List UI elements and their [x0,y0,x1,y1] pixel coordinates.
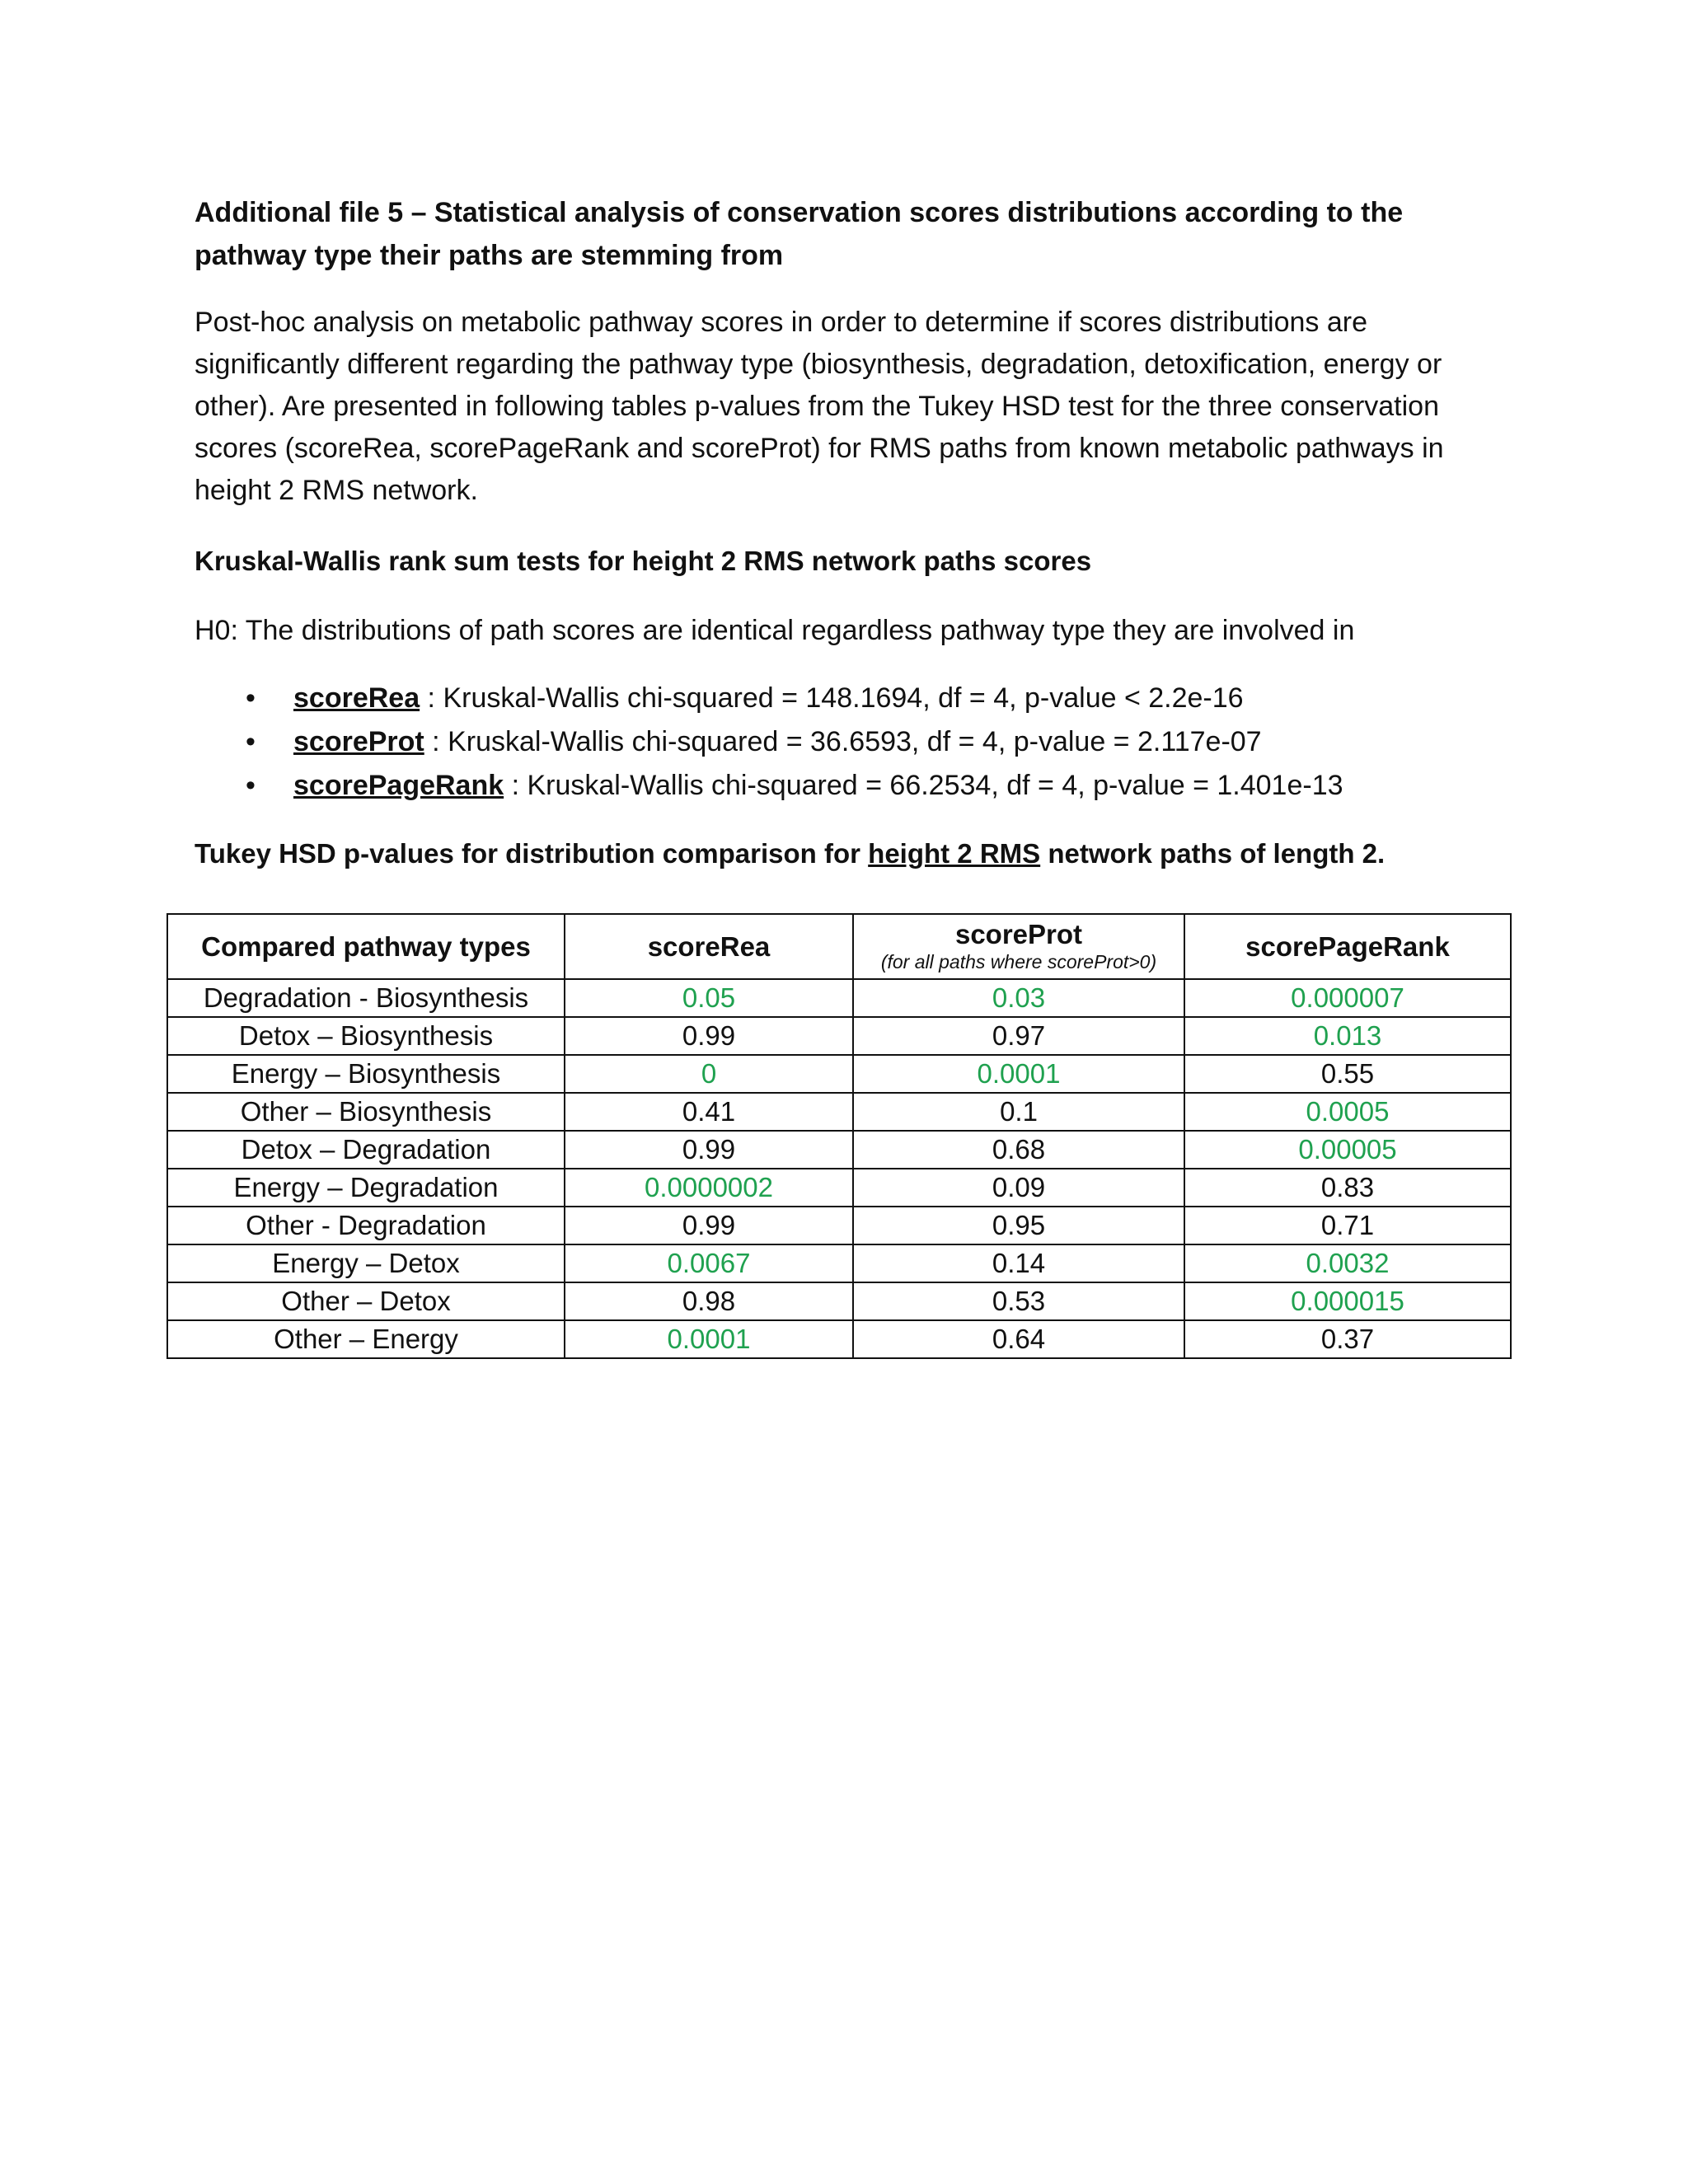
cell-score-rea: 0.0067 [565,1244,853,1282]
table-row [167,1017,1511,1055]
kruskal-test-list [195,677,1513,808]
cell-score-pagerank: 0.000015 [1184,1282,1511,1320]
intro-paragraph: Post-hoc analysis on metabolic pathway scores in order to determine if scores distributions are significantly different regarding the pathway type (biosynthesis, degradation, detoxification, energy or other). Are presented in following tables p-values from the Tukey HSD test for the three conservation scores (scoreRea, scorePageRank and scoreProt) for RMS paths from known metabolic pathways in height 2 RMS network. [195,307,1444,506]
table-row [167,1055,1511,1093]
cell-score-rea: 0.05 [565,979,853,1017]
cell-score-pagerank: 0.83 [1184,1169,1511,1207]
row-label: Other – Energy [167,1320,565,1358]
header-score-rea: scoreRea [565,914,853,979]
bullet-icon: • [246,770,256,801]
row-label: Detox – Degradation [167,1131,565,1169]
row-label: Detox – Biosynthesis [167,1017,565,1055]
cell-score-rea: 0 [565,1055,853,1093]
cell-score-prot: 0.95 [853,1207,1184,1244]
row-label: Degradation - Biosynthesis [167,979,565,1017]
row-label: Other – Biosynthesis [167,1093,565,1131]
cell-score-pagerank: 0.37 [1184,1320,1511,1358]
kruskal-test-item [195,720,1513,764]
test-score-name: scoreRea [293,682,420,714]
tukey-heading [195,832,1513,875]
cell-score-prot: 0.97 [853,1017,1184,1055]
table-row [167,1244,1511,1282]
cell-score-pagerank: 0.0032 [1184,1244,1511,1282]
test-result: : Kruskal-Wallis chi-squared = 148.1694, df = 4, p-value < 2.2e-16 [420,682,1244,714]
cell-score-rea: 0.41 [565,1093,853,1131]
row-label: Other - Degradation [167,1207,565,1244]
cell-score-pagerank: 0.0005 [1184,1093,1511,1131]
cell-score-rea: 0.99 [565,1017,853,1055]
cell-score-prot: 0.14 [853,1244,1184,1282]
cell-score-pagerank: 0.55 [1184,1055,1511,1093]
row-label: Other – Detox [167,1282,565,1320]
header-compared-types: Compared pathway types [167,914,565,979]
cell-score-prot: 0.68 [853,1131,1184,1169]
cell-score-prot: 0.64 [853,1320,1184,1358]
table-row [167,1320,1511,1358]
cell-score-rea: 0.0000002 [565,1169,853,1207]
cell-score-pagerank: 0.013 [1184,1017,1511,1055]
tukey-results-table [166,913,1512,1359]
row-label: Energy – Degradation [167,1169,565,1207]
cell-score-rea: 0.99 [565,1131,853,1169]
bullet-icon: • [246,682,256,714]
cell-score-rea: 0.98 [565,1282,853,1320]
header-score-prot [853,914,1184,979]
table-row [167,979,1511,1017]
cell-score-prot: 0.53 [853,1282,1184,1320]
test-score-name: scorePageRank [293,770,504,801]
table-row [167,1282,1511,1320]
table-row [167,1131,1511,1169]
test-result: : Kruskal-Wallis chi-squared = 36.6593, df = 4, p-value = 2.117e-07 [424,726,1262,757]
table-row [167,1093,1511,1131]
row-label: Energy – Detox [167,1244,565,1282]
tukey-heading-after: network paths of length 2. [1040,838,1386,869]
header-score-prot-note: (for all paths where scoreProt>0) [880,950,1157,972]
tukey-heading-underlined: height 2 RMS [868,838,1041,869]
tukey-heading-before: Tukey HSD p-values for distribution comparison for [195,838,869,869]
cell-score-pagerank: 0.71 [1184,1207,1511,1244]
header-score-prot-label: scoreProt [954,918,1083,949]
bullet-icon: • [246,726,256,757]
cell-score-prot: 0.03 [853,979,1184,1017]
cell-score-prot: 0.1 [853,1093,1184,1131]
cell-score-pagerank: 0.00005 [1184,1131,1511,1169]
cell-score-prot: 0.0001 [853,1055,1184,1093]
table-row [167,1207,1511,1244]
null-hypothesis: H0: The distributions of path scores are identical regardless pathway type they are involved in [195,615,1355,646]
cell-score-pagerank: 0.000007 [1184,979,1511,1017]
kruskal-test-item [195,677,1513,720]
cell-score-prot: 0.09 [853,1169,1184,1207]
header-score-pagerank: scorePageRank [1184,914,1511,979]
test-score-name: scoreProt [293,726,424,757]
cell-score-rea: 0.0001 [565,1320,853,1358]
document-title: Additional file 5 – Statistical analysis of conservation scores distributions according to the pathway type their paths are stemming from [195,197,1404,271]
table-row [167,1169,1511,1207]
row-label: Energy – Biosynthesis [167,1055,565,1093]
document-page [195,191,1513,1354]
kruskal-test-item [195,764,1513,808]
test-result: : Kruskal-Wallis chi-squared = 66.2534, df = 4, p-value = 1.401e-13 [504,770,1343,801]
table-header-row [167,914,1511,979]
kruskal-heading: Kruskal-Wallis rank sum tests for height 2 RMS network paths scores [195,546,1092,576]
cell-score-rea: 0.99 [565,1207,853,1244]
